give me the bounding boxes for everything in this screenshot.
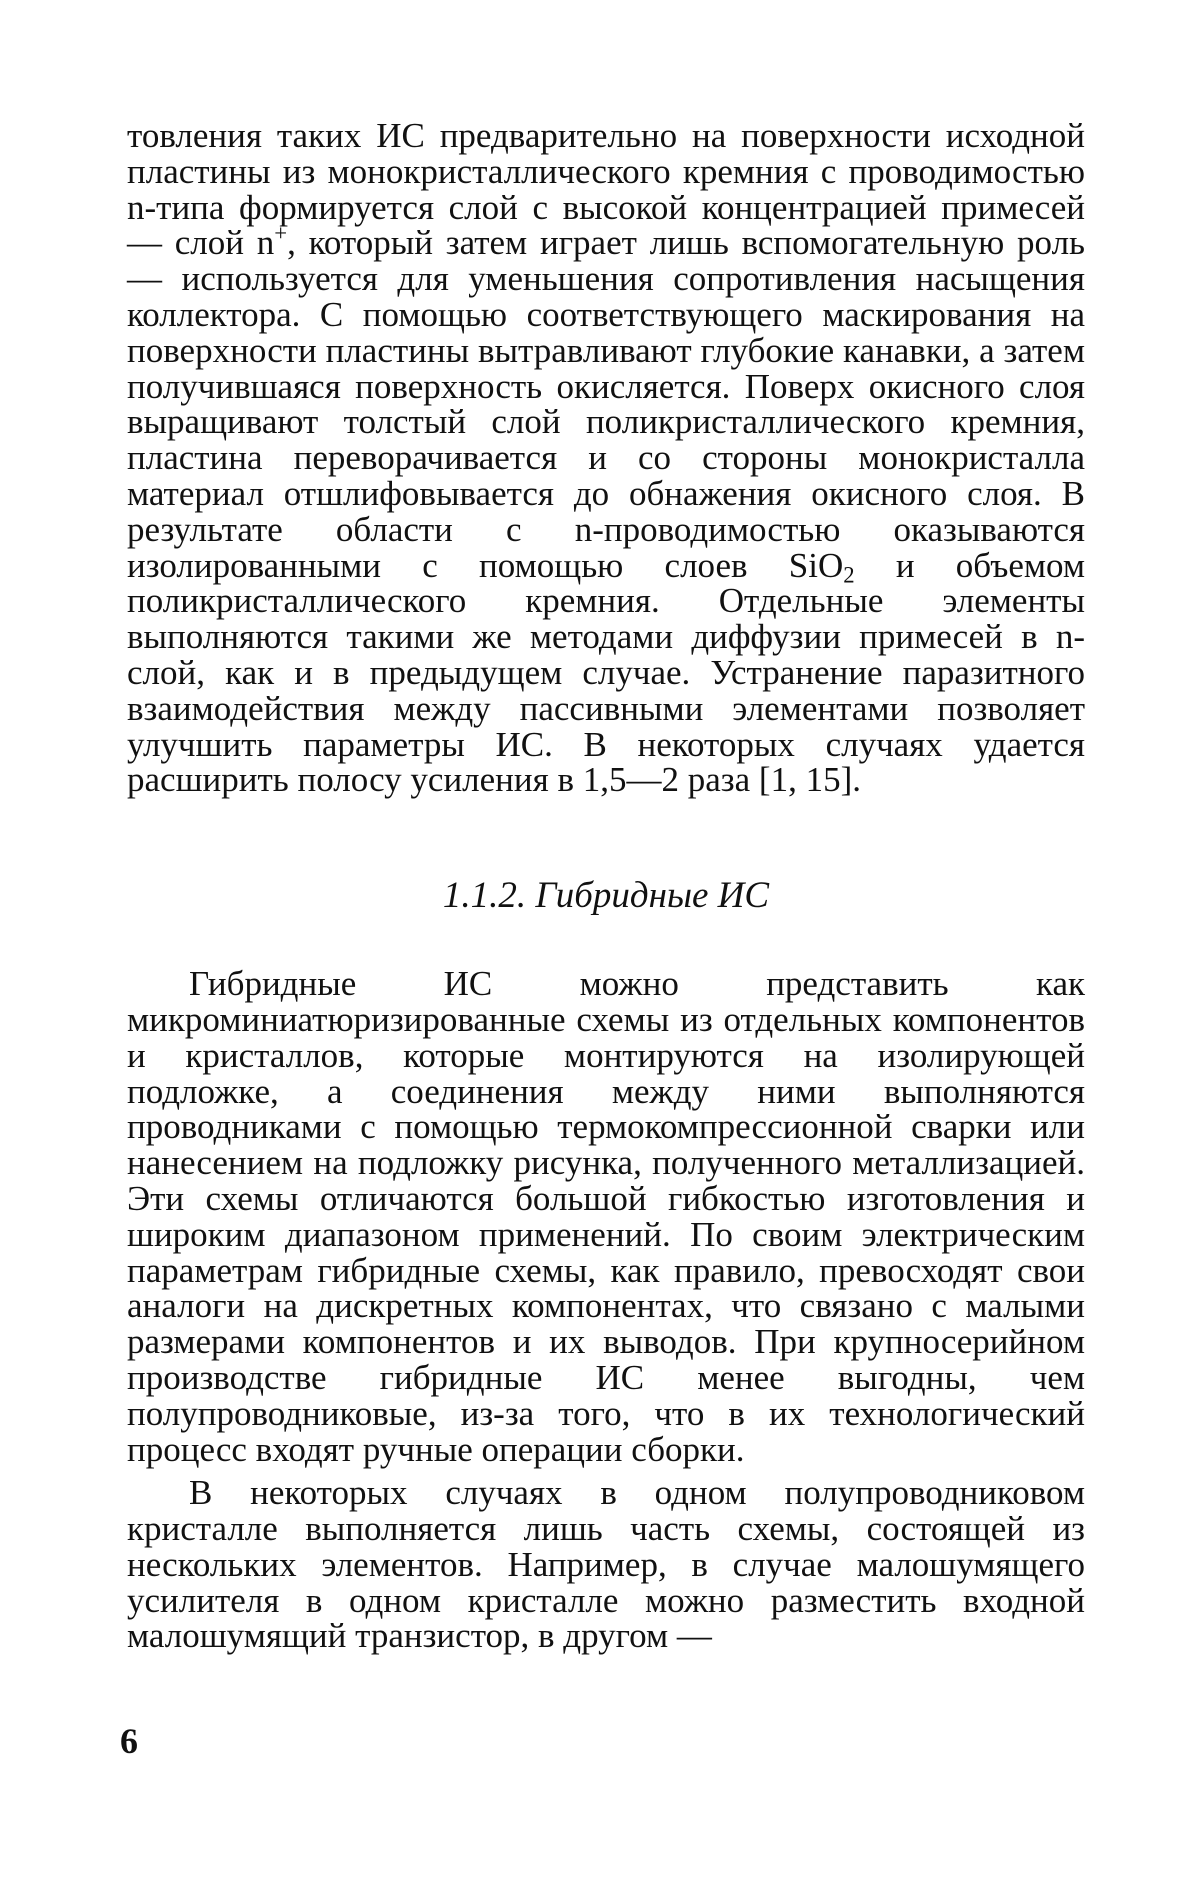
page-body [127, 118, 1085, 1654]
paragraph-continued [127, 118, 1085, 798]
section-heading: 1.1.2. Гибридные ИС [442, 875, 770, 917]
paragraph-text-b: , который затем играет лишь вспомогательную роль — используется для уменьшения сопротивления насыщения коллектора. С помощью соответствующего маскирования на поверхности пластины вытравливают глубокие канавки, а затем получившаяся поверхность окисляется. Поверх окисного слоя выращивают толстый слой поликристаллического кремния, пластина переворачивается и со стороны монокристалла материал отшлифовывается до обнажения окисного слоя. В результате области с n-проводимостью оказываются изолированными с помощью слоев SiO [127, 223, 1085, 585]
superscript-plus: + [274, 220, 288, 246]
paragraph-text-c: и объемом поликристаллического кремния. Отдельные элементы выполняются такими же методами диффузии примесей в n-слой, как и в предыдущем случае. Устранение паразитного взаимодействия между пассивными элементами позволяет улучшить параметры ИС. В некоторых случаях удается расширить полосу усиления в 1,5—2 раза [1, 15]. [127, 545, 1085, 800]
paragraph-hybrid-ic: Гибридные ИС можно представить как микроминиатюризированные схемы из отдельных компонентов и кристаллов, которые монтируются на изолирующей подложке, а соединения между ними выполняются проводниками с помощью термокомпрессионной сварки или нанесением на подложку рисунка, полученного металлизацией. Эти схемы отличаются большой гибкостью изготовления и широким диапазоном применений. По своим электрическим параметрам гибридные схемы, как правило, превосходят свои аналоги на дискретных компонентах, что связано с малыми размерами компонентов и их выводов. При крупносерийном производстве гибридные ИС менее выгодны, чем полупроводниковые, из-за того, что в их технологический процесс входят ручные операции сборки. [127, 964, 1085, 1469]
paragraph-text-a: товления таких ИС предварительно на поверхности исходной пластины из монокристаллического кремния с проводимостью n-типа формируется слой с высокой концентрацией примесей — слой n [127, 116, 1085, 263]
paragraph-partial-circuit: В некоторых случаях в одном полупроводниковом кристалле выполняется лишь часть схемы, состоящей из нескольких элементов. Например, в случае малошумящего усилителя в одном кристалле можно разместить входной малошумящий транзистор, в другом — [127, 1473, 1085, 1656]
subscript-two: 2 [843, 562, 855, 588]
page-number: 6 [120, 1721, 138, 1761]
